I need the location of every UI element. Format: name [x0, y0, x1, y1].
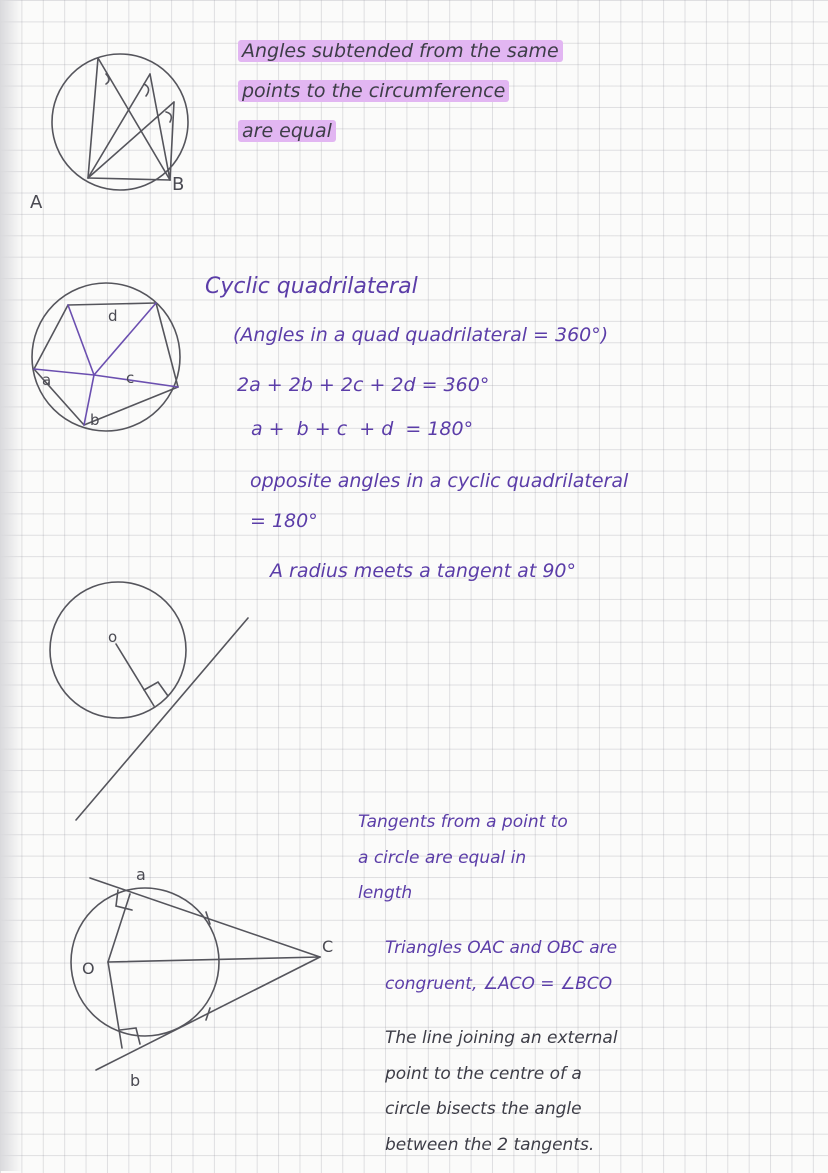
- bisect-line4: between the 2 tangents.: [385, 1134, 595, 1155]
- page-binding-edge: [0, 0, 22, 1171]
- figure-radius-tangent: [50, 560, 270, 840]
- label-quad-d: d: [108, 307, 118, 325]
- label-a: A: [30, 192, 43, 213]
- figure-two-tangents: [60, 860, 360, 1090]
- label-quad-b: b: [90, 411, 100, 429]
- congruent-line1: Triangles OAC and OBC are: [385, 937, 618, 958]
- label-quad-a: a: [42, 371, 52, 389]
- figure-same-segment-angles: [20, 30, 210, 230]
- highlight-line-1: Angles subtended from the same: [238, 40, 563, 62]
- highlight-line-3: are equal: [238, 120, 336, 142]
- opposite-line2: = 180°: [250, 509, 318, 532]
- label-centre-o: o: [108, 628, 118, 646]
- note-opposite-angles: [250, 452, 820, 552]
- cyclic-paren: (Angles in a quad quadrilateral = 360°): [233, 323, 609, 346]
- label-quad-c: c: [126, 369, 135, 387]
- cyclic-title: Cyclic quadrilateral: [205, 273, 418, 299]
- bisect-line2: point to the centre of a: [385, 1063, 582, 1084]
- label-external-point-c: C: [322, 937, 334, 956]
- tangents-line3: length: [358, 883, 413, 904]
- note-same-segment: [238, 22, 778, 142]
- note-cyclic-quad: [205, 255, 815, 460]
- note-tangent-lengths: [358, 796, 798, 921]
- note-radius-tangent: A radius meets a tangent at 90°: [270, 560, 576, 582]
- label-b: B: [172, 174, 185, 195]
- figure-cyclic-quadrilateral: [28, 275, 188, 445]
- congruent-line2: congruent, ∠ACO = ∠BCO: [385, 973, 613, 994]
- note-congruent-triangles: [385, 922, 805, 1011]
- highlight-line-2: points to the circumference: [238, 80, 509, 102]
- label-centre-o: O: [82, 959, 95, 978]
- cyclic-eq1: 2a + 2b + 2c + 2d = 360°: [237, 373, 490, 396]
- label-tangent-point-b: b: [130, 1071, 141, 1090]
- label-tangent-point-a: a: [136, 865, 146, 884]
- bisect-line1: The line joining an external: [385, 1027, 618, 1048]
- opposite-line1: opposite angles in a cyclic quadrilateral: [250, 469, 629, 492]
- cyclic-eq2: a + b + c + d = 180°: [251, 417, 474, 440]
- tangents-line2: a circle are equal in: [358, 847, 527, 868]
- bisect-line3: circle bisects the angle: [385, 1099, 582, 1120]
- tangents-line1: Tangents from a point to: [358, 811, 568, 832]
- note-angle-bisector: [385, 1012, 805, 1173]
